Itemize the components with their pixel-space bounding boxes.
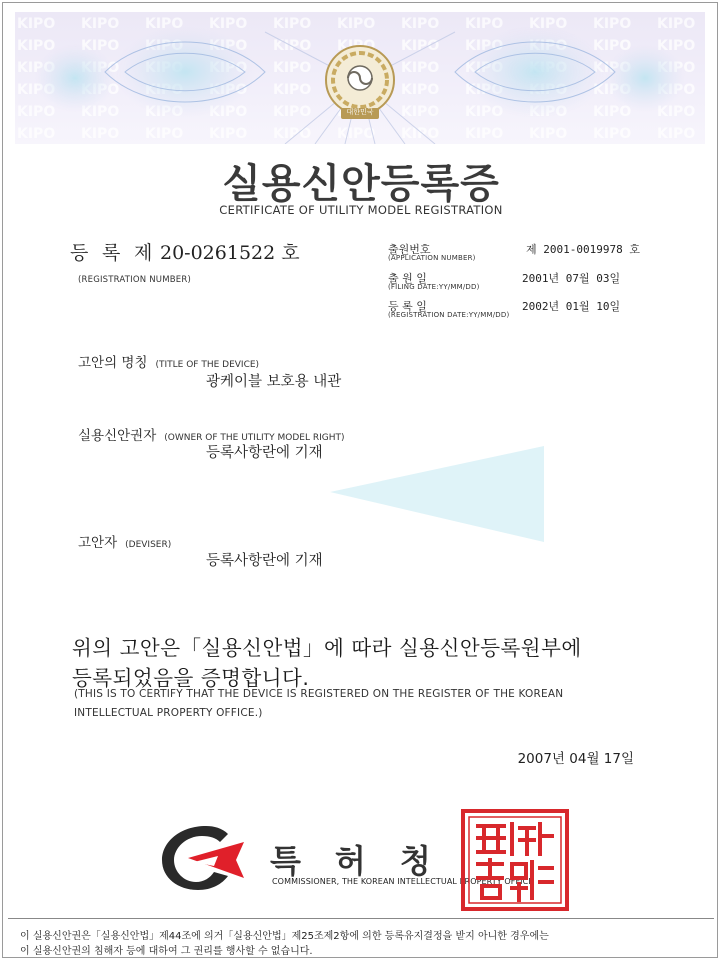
deviser-label: 고안자 <box>78 535 118 551</box>
owner-label: 실용신안권자 <box>78 428 157 444</box>
deviser-label-row <box>78 531 171 551</box>
emblem-caption: 대한민국 <box>346 108 374 116</box>
registration-date: 2002년 01월 10일 <box>522 300 621 313</box>
registration-number-line <box>70 238 300 265</box>
statement-line-2: 등록되었음을 증명합니다. <box>72 666 310 690</box>
application-label-en: (APPLICATION NUMBER) <box>388 254 476 262</box>
device-title-label-row <box>78 351 259 371</box>
registration-date-label: 등 록 일 <box>388 300 427 313</box>
certificate-subtitle: CERTIFICATE OF UTILITY MODEL REGISTRATION <box>219 203 503 217</box>
statement-en-line-1: (THIS IS TO CERTIFY THAT THE DEVICE IS REGISTERED ON THE REGISTER OF THE KOREAN <box>74 688 564 700</box>
registration-date-label-en: (REGISTRATION DATE:YY/MM/DD) <box>388 311 510 319</box>
issue-date: 2007년 04월 17일 <box>517 751 634 767</box>
decorative-banner <box>15 12 705 144</box>
registration-number: 20-0261522 <box>160 242 276 264</box>
device-title-value: 광케이블 보호용 내관 <box>206 374 342 390</box>
reg-label-char-2: 록 <box>102 242 121 264</box>
filing-date: 2001년 07월 03일 <box>522 272 621 285</box>
statement-en-line-2: INTELLECTUAL PROPERTY OFFICE.) <box>74 707 263 719</box>
commissioner-name: 특허청 <box>270 842 465 880</box>
reg-label-char-3: 제 <box>134 242 153 264</box>
statement-line-1: 위의 고안은「실용신안법」에 따라 실용신안등록원부에 <box>72 636 582 660</box>
owner-label-en: (OWNER OF THE UTILITY MODEL RIGHT) <box>164 433 345 443</box>
footer-notice <box>8 918 714 959</box>
deviser-value: 등록사항란에 기재 <box>206 553 323 569</box>
commissioner-title-en: COMMISSIONER, THE KOREAN INTELLECTUAL PROPERTY OFFICE <box>272 877 534 886</box>
registration-suffix: 호 <box>281 242 300 264</box>
official-seal-icon <box>460 808 570 912</box>
decorative-triangle <box>330 446 548 546</box>
kipo-logo-icon <box>158 822 248 892</box>
registration-number-label-en: (REGISTRATION NUMBER) <box>78 275 191 285</box>
certificate-title: 실용신안등록증 <box>222 161 500 207</box>
filing-date-label: 출 원 일 <box>388 272 427 285</box>
application-label: 출원번호 <box>388 243 431 256</box>
banner-watermark <box>15 12 705 144</box>
filing-date-label-en: (FILING DATE:YY/MM/DD) <box>388 283 480 291</box>
deviser-label-en: (DEVISER) <box>125 540 172 550</box>
footer-line-1: 이 실용신안권은「실용신안법」제44조에 의거「실용신안법」제25조제2항에 의한 등록유지결정을 받지 아니한 경우에는 <box>20 931 549 942</box>
reg-label-char-1: 등 <box>70 242 89 264</box>
owner-value: 등록사항란에 기재 <box>206 445 323 461</box>
footer-line-2: 이 실용신안권의 침해자 등에 대하여 그 권리를 행사할 수 없습니다. <box>20 946 313 957</box>
application-number: 제 2001-0019978 호 <box>526 243 640 256</box>
device-title-label-en: (TITLE OF THE DEVICE) <box>155 360 260 370</box>
device-title-label: 고안의 명칭 <box>78 355 148 371</box>
